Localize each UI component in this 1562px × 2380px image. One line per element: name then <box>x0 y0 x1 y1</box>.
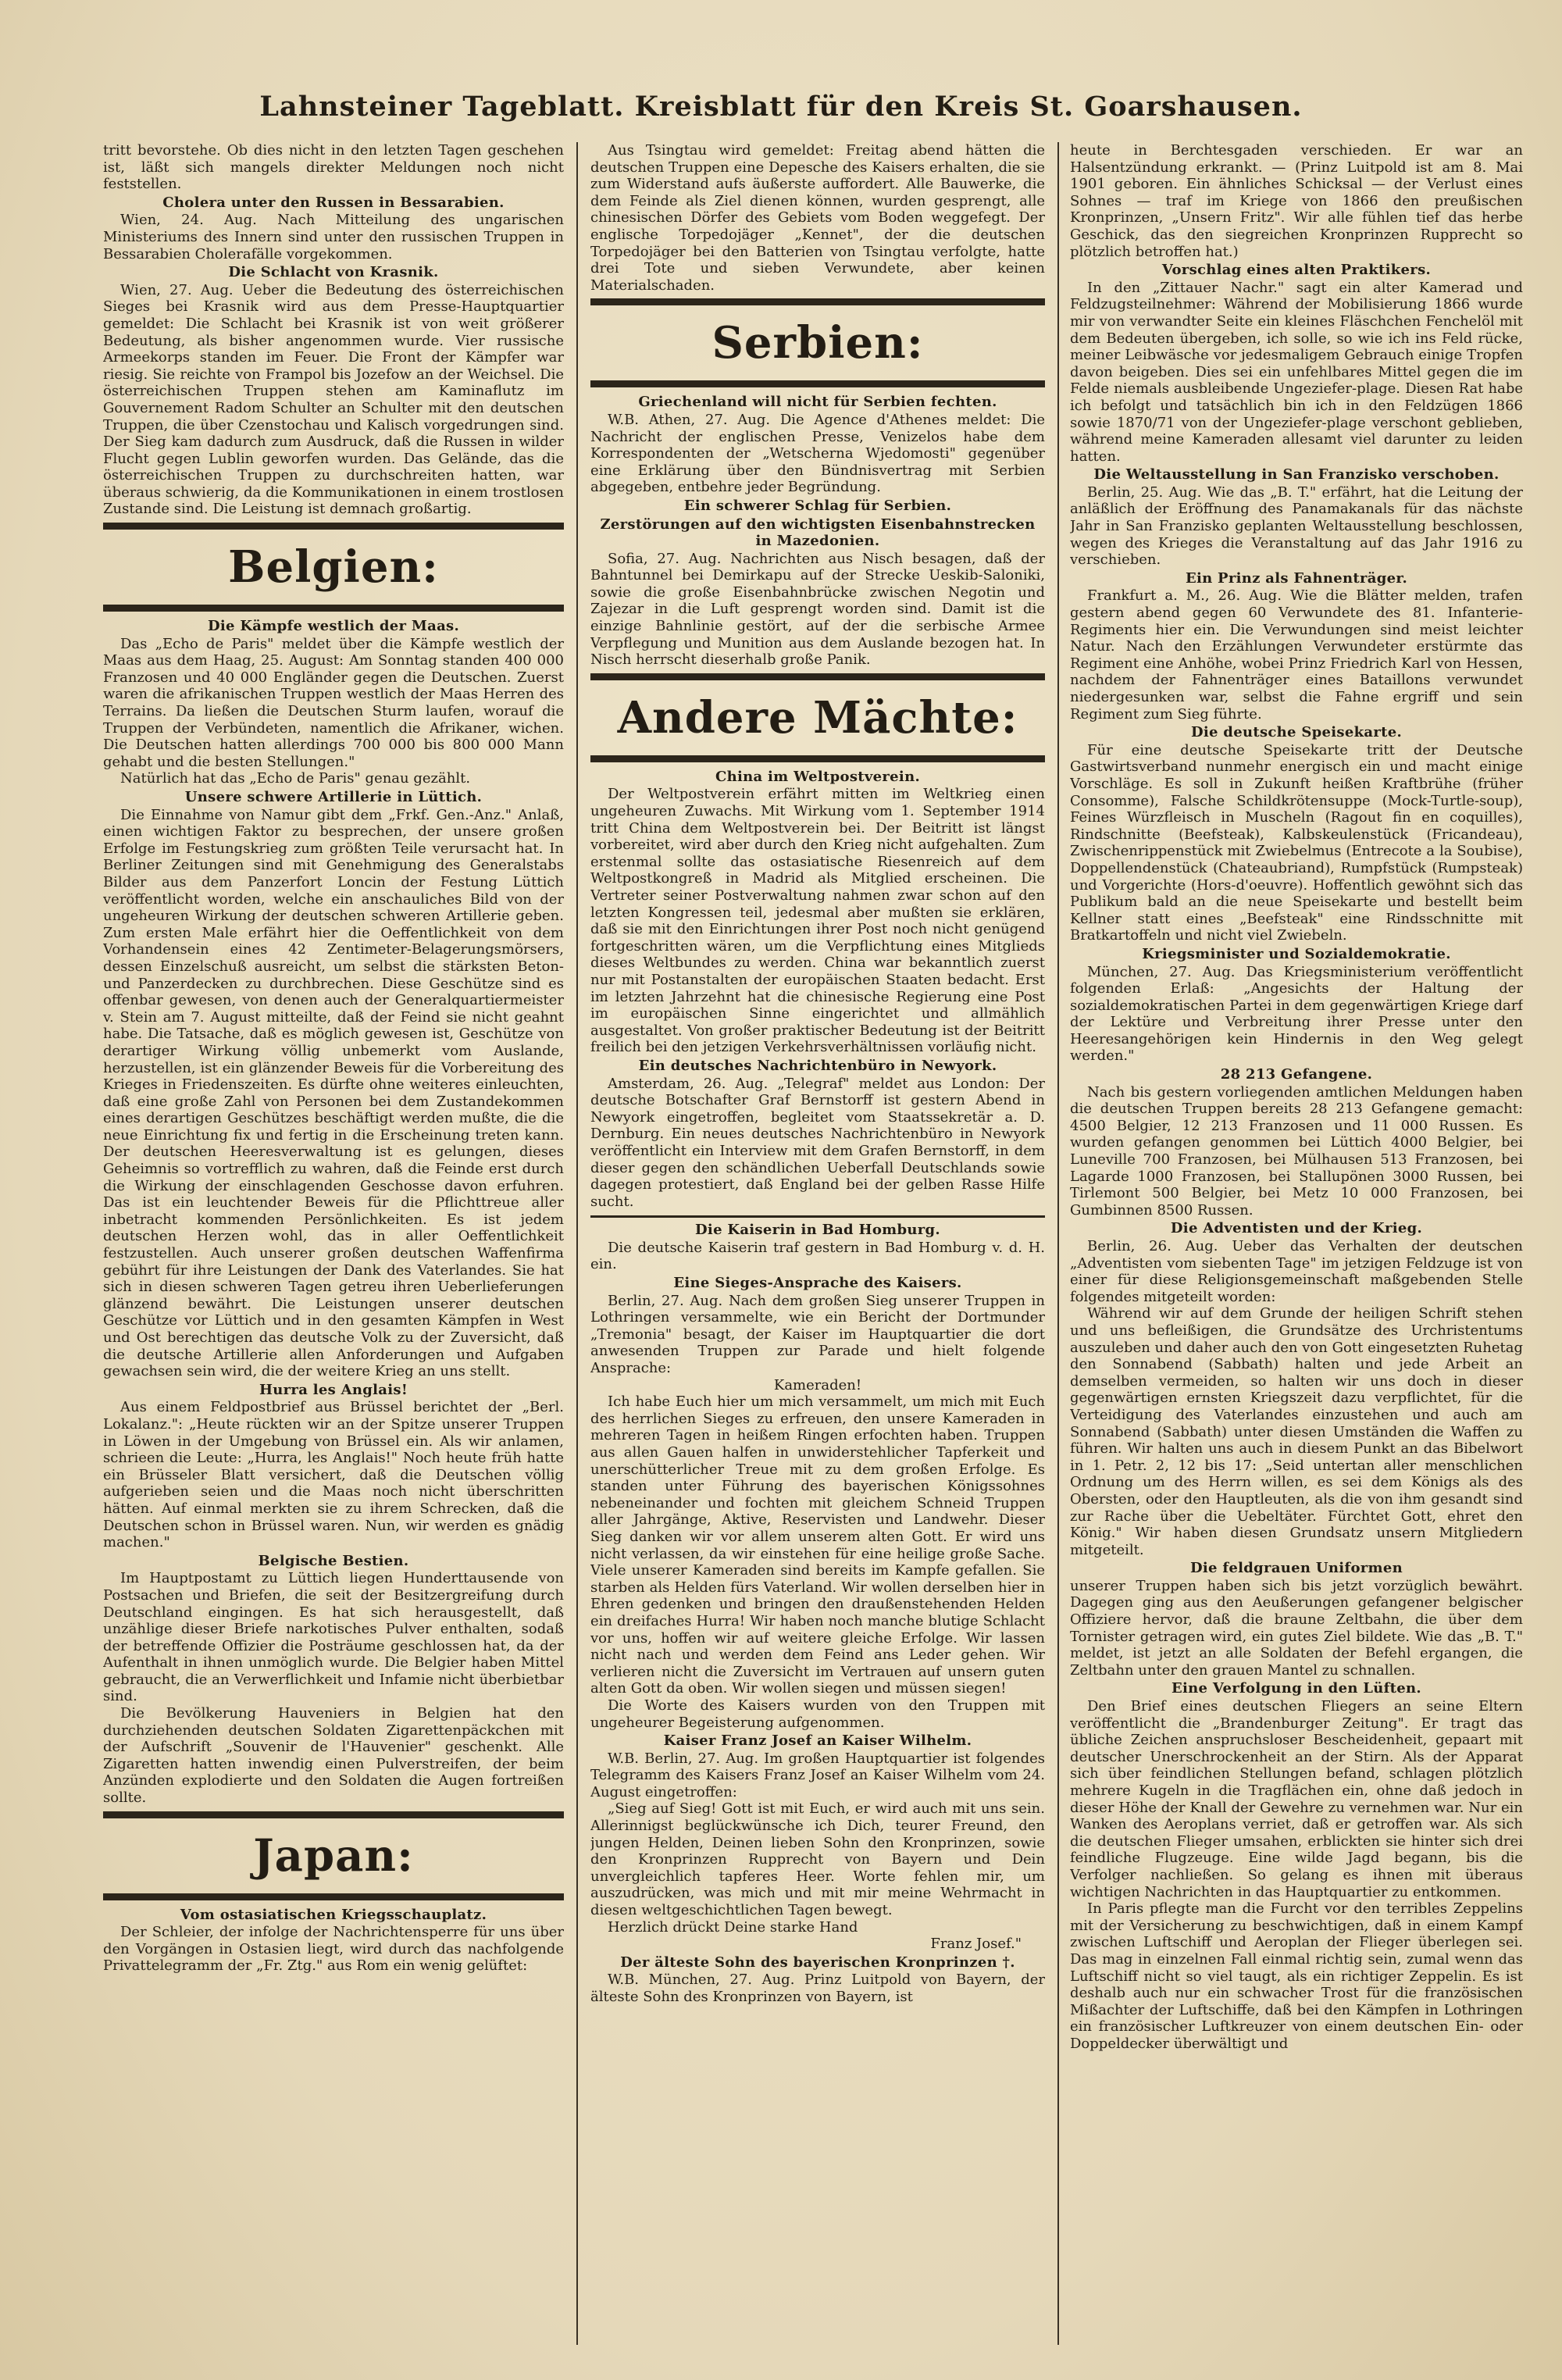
article-text: Die deutsche Kaiserin traf gestern in Bad Homburg v. d. H. ein. <box>590 1239 1045 1273</box>
article-headline: Cholera unter den Russen in Bessarabien. <box>162 194 505 211</box>
article-text: W.B. München, 27. Aug. Prinz Luitpold von Bayern, der älteste Sohn des Kronprinzen von Bayern, ist <box>590 1971 1045 2005</box>
article-headline: Die Kaiserin in Bad Homburg. <box>695 1222 940 1239</box>
article-headline: Ein deutsches Nachrichtenbüro in Newyork. <box>638 1057 997 1074</box>
article-headline: 28 213 Gefangene. <box>1220 1066 1373 1083</box>
article-headline: Die Weltausstellung in San Franzisko verschoben. <box>1093 466 1500 483</box>
article-text: Wien, 27. Aug. Ueber die Bedeutung des österreichischen Sieges bei Krasnik wird aus dem Presse-Hauptquartier gemeldet: Die Schlacht bei Krasnik ist von weit größerer Bedeutung, als bisher angenommen wurde. Vier russische Armeekorps standen im Feuer. Die Front der Kämpfer war riesig. Sie reichte von Frampol bis Jozefow an der Weichsel. Die österreichischen Truppen stehen am Kaminaflutz im Gouvernement Radom Schulter an Schulter mit den deutschen Truppen, die über Czenstochau und Kalisch vorgedrungen sind. Der Sieg kam dadurch zum Ausdruck, daß die Russen in wilder Flucht gegen Lublin geworfen wurden. Das Gelände, das die österreichischen Truppen zu durchschreiten hatten, war überaus schwierig, da die Kommunikationen in einem trostlosen Zustande sind. Die Leistung ist demnach großartig. <box>103 281 564 518</box>
article-text: München, 27. Aug. Das Kriegsministerium veröffentlicht folgenden Erlaß: „Angesichts der Haltung der sozialdemokratischen Partei in dem gegenwärtigen Kriege darf der Lektüre und Verbreitung ihrer Presse unter den Heeresangehörigen kein Hindernis in den Weg gelegt werden." <box>1070 963 1523 1065</box>
article-text: „Sieg auf Sieg! Gott ist mit Euch, er wird auch mit uns sein. Allerinnigst beglückwünsche ich Dich, teurer Freund, den jungen Helden, Deinen lieben Sohn den Kronprinzen, sowie den Kronprinzen Rupprecht von Bayern und Dein unvergleichlich tapferes Heer. Worte fehlen mir, um auszudrücken, was mich und mit mir meine Wehrmacht in diesen weltgeschichtlichen Tagen bewegt. <box>590 1800 1045 1919</box>
section-title: Serbien: <box>711 317 924 369</box>
article-text: In den „Zittauer Nachr." sagt ein alter Kamerad und Feldzugsteilnehmer: Während der Mobilisierung 1866 wurde mir von verwandter Seite ein kleines Fläschchen Fenchelöl mit dem Bedeuten übergeben, ich solle, so wie ich ins Feld rücke, meiner Leibwäsche vor jedesmaligem Gebrauch einige Tropfen davon beigeben. Dies sei ein unfehlbares Mittel gegen die im Felde niemals ausbleibende Ungeziefer-plage. Diesen Rat habe ich befolgt und tatsächlich bin ich in den Feldzügen 1866 sowie 1870/71 von der Ungeziefer-plage verschont geblieben, während meine Kameraden allesamt viel darunter zu leiden hatten. <box>1070 279 1523 465</box>
section-title: Andere Mächte: <box>617 691 1018 744</box>
article-text: Sofia, 27. Aug. Nachrichten aus Nisch besagen, daß der Bahntunnel bei Demirkapu auf der Strecke Ueskib-Saloniki, sowie die große Eisenbahnbrücke zwischen Negotin und Zajezar in die Luft gesprengt worden sind. Damit ist die einzige Bahnlinie gestört, auf der die serbische Armee Verpflegung und Munition aus dem Auslande bezogen hat. In Nisch herrscht dieserhalb große Panik. <box>590 550 1045 669</box>
article-headline: Die feldgrauen Uniformen <box>1189 1560 1403 1577</box>
article-text: Der Weltpostverein erfährt mitten im Weltkrieg einen ungeheuren Zuwachs. Mit Wirkung vom 1. September 1914 tritt China dem Weltpostverein bei. Der Beitritt ist längst vorbereitet, wird aber durch den Krieg nicht aufgehalten. Zum erstenmal sollte das ostasiatische Riesenreich auf dem Weltpostkongreß in Madrid als Mitglied erscheinen. Die Vertreter seiner Postverwaltung nahmen zwar schon auf den letzten Kongressen teil, jedesmal aber mußten sie erklären, daß sie mit den Einrichtungen ihrer Post noch nicht genügend fortgeschritten wären, um die Verpflichtung eines Mitglieds dieses Weltbundes zu werden. China war bekanntlich zuerst nur mit Postanstalten der europäischen Staaten bedacht. Erst im letzten Jahrzehnt hat die chinesische Regierung eine Post im europäischen Sinne eingerichtet und allmählich ausgestaltet. Von großer praktischer Bedeutung ist der Beitritt freilich bei den jetzigen Verkehrsverhältnissen vorläufig nicht. <box>590 786 1045 1056</box>
article-text: Frankfurt a. M., 26. Aug. Wie die Blätter melden, trafen gestern abend gegen 60 Verwundete des 81. Infanterie-Regiments hier ein. Die Verwundungen sind meist leichter Natur. Nach den Erzählungen Verwundeter erstürmte das Regiment eine Anhöhe, wobei Prinz Friedrich Karl von Hessen, nachdem der Fahnenträger eines Bataillons verwundet niedergesunken war, selbst die Fahne ergriff und sein Regiment zum Sieg führte. <box>1070 587 1523 723</box>
article-text: Die Worte des Kaisers wurden von den Truppen mit ungeheurer Begeisterung aufgenommen. <box>590 1697 1045 1731</box>
article-headline: Ein schwerer Schlag für Serbien. <box>683 497 952 514</box>
article-text: Für eine deutsche Speisekarte tritt der Deutsche Gastwirtsverband nunmehr energisch ein und macht einige Vorschläge. Es soll in Zukunft heißen Kraftbrühe (früher Consomme), Falsche Schildkrötensuppe (Mock-Turtle-soup), Feines Würzfleisch in Muscheln (Ragout fin en coquilles), Rindschnitte (Beefsteak), Kalbskeulenstück (Fricandeau), Zwischenrippenstück mit Zwiebelmus (Entrecote a la Soubise), Doppellendenstück (Chateaubriand), Rumpfstück (Rumpsteak) und Vorgerichte (Hors-d'oeuvre). Hoffentlich gewöhnt sich das Publikum bald an die neue Speisekarte und bestellt beim Kellner statt eines „Beefsteak" eine Rindsschnitte mit Bratkartoffeln und nicht viel Zwiebeln. <box>1070 741 1523 944</box>
rule <box>103 523 564 530</box>
article-text: Amsterdam, 26. Aug. „Telegraf" meldet aus London: Der deutsche Botschafter Graf Bernstorff ist gestern Abend in Newyork eingetroffen, begleitet vom Staatssekretär a. D. Dernburg. Ein neues deutsches Nachrichtenbüro in Newyork veröffentlicht ein Interview mit dem Grafen Bernstorff, in dem dieser gegen den schändlichen Ueberfall Deutschlands sowie dagegen protestiert, daß England bei der gelben Rasse Hilfe sucht. <box>590 1075 1045 1210</box>
article-headline: Vorschlag eines alten Praktikers. <box>1161 262 1432 279</box>
rule <box>103 1811 564 1818</box>
article-text: In Paris pflegte man die Furcht vor den terribles Zeppelins mit der Versicherung zu beschwichtigen, daß in einem Kampf zwischen Luftschiff und Aeroplan der Flieger überlegen sei. Das mag in einzelnen Fall einmal richtig sein, zumal wenn das Luftschiff nicht so viel taugt, als ein richtiger Zeppelin. Es ist deshalb auch nur ein schwacher Trost für die französischen Mißachter der Luftschiffe, daß bei den Kämpfen in Lothringen ein französischer Luftkreuzer von einem deutschen Ein- oder Doppeldecker überwältigt und <box>1070 1900 1523 2052</box>
article-headline: Eine Verfolgung in den Lüften. <box>1171 1680 1421 1697</box>
article-text: Wien, 24. Aug. Nach Mitteilung des ungarischen Ministeriums des Innern sind unter den russischen Truppen in Bessarabien Cholerafälle vorgekommen. <box>103 212 564 262</box>
article-text: Kameraden! <box>773 1376 862 1393</box>
article-headline: Hurra les Anglais! <box>259 1381 408 1398</box>
article-text: Berlin, 26. Aug. Ueber das Verhalten der deutschen „Adventisten vom siebenten Tage" im jetzigen Feldzuge ist von einer für diese Religionsgemeinschaft maßgebenden Stelle folgendes mitgeteilt worden: <box>1070 1238 1523 1305</box>
article-text: Natürlich hat das „Echo de Paris" genau gezählt. <box>120 770 471 787</box>
article-text: tritt bevorstehe. Ob dies nicht in den letzten Tagen geschehen ist, läßt sich mangels direkter Meldungen noch nicht feststellen. <box>103 142 564 193</box>
article-headline: Zerstörungen auf den wichtigsten Eisenbahnstrecken in Mazedonien. <box>600 516 1036 550</box>
article-headline: Griechenland will nicht für Serbien fechten. <box>638 394 997 411</box>
article-text: Berlin, 27. Aug. Nach dem großen Sieg unserer Truppen in Lothringen versammelte, wie ein Bericht der Dortmunder „Tremonia" besagt, der Kaiser im Hauptquartier die dort anwesenden Truppen zur Parade und hielt folgende Ansprache: <box>590 1292 1045 1377</box>
rule <box>590 380 1045 387</box>
masthead: Lahnsteiner Tageblatt. Kreisblatt für den Kreis St. Goarshausen. <box>259 91 1303 123</box>
article-headline: Eine Sieges-Ansprache des Kaisers. <box>673 1275 962 1292</box>
article-text: Im Hauptpostamt zu Lüttich liegen Hunderttausende von Postsachen und Briefen, die seit der Besitzergreifung durch Deutschland eingingen. Es hat sich herausgestellt, daß unzählige dieser Briefe narkotisches Pulver enthalten, sodaß der betreffende Offizier die Posträume geschlossen hat, da der Aufenthalt in ihnen unmöglich wurde. Die Belgier haben Mittel gebraucht, die an Verwerflichkeit und Infamie nicht überbietbar sind. <box>103 1570 564 1705</box>
article-headline: China im Weltpostverein. <box>715 768 921 785</box>
article-text: unserer Truppen haben sich bis jetzt vorzüglich bewährt. Dagegen ging aus den Aeußerungen gefangener belgischer Offiziere hervor, daß die braune Zeltbahn, die über dem Tornister getragen wird, ein gutes Ziel bildete. Wie das „B. T." meldet, ist jetzt an alle Soldaten der Befehl ergangen, die Zeltbahn unter den grauen Mantel zu schnallen. <box>1070 1577 1523 1679</box>
article-headline: Unsere schwere Artillerie in Lüttich. <box>184 789 483 805</box>
article-text: W.B. Berlin, 27. Aug. Im großen Hauptquartier ist folgendes Telegramm des Kaisers Franz Josef an Kaiser Wilhelm vom 24. August eingetroffen: <box>590 1750 1045 1800</box>
column-2 <box>590 142 1045 2345</box>
article-text: Nach bis gestern vorliegenden amtlichen Meldungen haben die deutschen Truppen bereits 28 213 Gefangene gemacht: 4500 Belgier, 12 213 Franzosen und 11 000 Russen. Es wurden gefangen genommen bei Lüttich 4000 Belgier, bei Luneville 700 Franzosen, bei Mülhausen 513 Franzosen, bei Lagarde 1000 Franzosen, bei Stallupönen 3000 Russen, bei Tirlemont 500 Belgier, bei Metz 10 000 Franzosen, bei Gumbinnen 8500 Russen. <box>1070 1083 1523 1219</box>
column-divider <box>576 142 578 2345</box>
article-text: Berlin, 25. Aug. Wie das „B. T." erfährt, hat die Leitung der anläßlich der Eröffnung des Panamakanals für das nächste Jahr in San Franzisko geplanten Weltausstellung beschlossen, wegen des Krieges die Veranstaltung auf das Jahr 1916 zu verschieben. <box>1070 483 1523 569</box>
column-3 <box>1070 142 1523 2345</box>
article-text: Die Einnahme von Namur gibt dem „Frkf. Gen.-Anz." Anlaß, einen wichtigen Faktor zu besprechen, der unsere großen Erfolge im Festungskrieg zum größten Teile verursacht hat. In Berliner Zeitungen sind mit Genehmigung des Generalstabs Bilder aus dem Panzerfort Loncin der Festung Lüttich veröffentlicht worden, welche ein anschauliches Bild von der ungeheuren Wirkung der deutschen schweren Artillerie geben. Zum ersten Male erfährt hier die Oeffentlichkeit von dem Vorhandensein eines 42 Zentimeter-Belagerungsmörsers, dessen Einzelschuß ausreicht, um selbst die stärksten Beton- und Panzerdecken zu durchbrechen. Diese Geschütze sind es offenbar gewesen, von denen auch der Generalquartiermeister v. Stein am 7. August mitteilte, daß der Feind sie nicht geahnt habe. Die Tatsache, daß es möglich gewesen ist, Geschütze von derartiger Wirkung völlig unbemerkt vom Auslande, herzustellen, ist ein glänzender Beweis für die Vorbereitung des Krieges in Friedenszeiten. Es dürfte ohne weiteres einleuchten, daß eine große Zahl von Personen bei dem Zustandekommen eines derartigen Geschützes beschäftigt werden mußte, die die neue Einrichtung fix und fertig in die Erscheinung treten kann. Der deutschen Heeresverwaltung ist es gelungen, dieses Geheimnis so vortrefflich zu wahren, daß die Feinde erst durch die Wirkung der einschlagenden Geschosse davon erfuhren. Das ist ein leuchtender Beweis für die Pflichttreue aller inbetracht kommenden Persönlichkeiten. Es ist jedem deutschen Herzen wohl, das in aller Oeffentlichkeit festzustellen. Auch unserer großen deutschen Waffenfirma gebührt für ihre Leistungen der Dank des Vaterlandes. Sie hat sich in diesen schweren Tagen getreu ihren Ueberlieferungen glänzend bewährt. Die Leistungen unserer deutschen Geschütze vor Lüttich und in den gesamten Kämpfen in West und Ost berechtigen das deutsche Volk zu der Zuversicht, daß die deutsche Artillerie allen Anforderungen und Aufgaben gewachsen sein wird, die der weitere Krieg an uns stellt. <box>103 806 564 1380</box>
article-headline: Kaiser Franz Josef an Kaiser Wilhelm. <box>663 1732 972 1750</box>
rule <box>590 755 1045 762</box>
article-text: heute in Berchtesgaden verschieden. Er war an Halsentzündung erkrankt. — (Prinz Luitpold ist am 8. Mai 1901 geboren. Ein ähnliches Schicksal — der Verlust eines Sohnes — traf im Kriege von 1866 den preußischen Kronprinzen, „Unsern Fritz". Wir alle fühlen tief das herbe Geschick, das den siegreichen Kronprinzen Rupprecht so plötzlich betroffen hat.) <box>1070 142 1523 260</box>
article-text: Herzlich drückt Deine starke Hand <box>608 1918 858 1936</box>
section-header-serbien <box>590 298 1045 387</box>
column-1 <box>103 142 564 2345</box>
article-text: W.B. Athen, 27. Aug. Die Agence d'Athenes meldet: Die Nachricht der englischen Presse, Venizelos habe dem Korrespondenten der „Wetscherna Wjedomosti" gegenüber eine Erklärung über den Bündnisvertrag mit Serbien abgegeben, entbehre jeder Begründung. <box>590 411 1045 496</box>
column-divider <box>1057 142 1059 2345</box>
article-headline: Belgische Bestien. <box>258 1552 409 1569</box>
signature: Franz Josef." <box>930 1936 1022 1953</box>
article-headline: Vom ostasiatischen Kriegsschauplatz. <box>180 1906 487 1923</box>
rule <box>590 1215 1045 1218</box>
article-text: Aus einem Feldpostbrief aus Brüssel berichtet der „Berl. Lokalanz.": „Heute rückten wir an der Spitze unserer Truppen in Löwen in der Umgebung von Brüssel ein. Als wir anlamen, schrieen die Leute: „Hurra, les Anglais!" Noch heute früh hatte ein Brüsseler Blatt versichert, daß die Deutschen völlig aufgerieben seien und die Maas noch nicht überschritten hätten. Auf einmal merkten sie zu ihrem Schrecken, daß die Deutschen schon in Brüssel waren. Nun, wir werden es gnädig machen." <box>103 1399 564 1551</box>
article-headline: Die Schlacht von Krasnik. <box>228 264 439 281</box>
rule <box>590 298 1045 305</box>
article-text: Die Bevölkerung Hauveniers in Belgien hat den durchziehenden deutschen Soldaten Zigarettenpäckchen mit der Aufschrift „Souvenir de l'Hauvenier" geschenkt. Alle Zigaretten hatten inwendig einen Pulverstreifen, der beim Anzünden explodierte und den Soldaten die Augen fortreißen sollte. <box>103 1705 564 1807</box>
article-headline: Der älteste Sohn des bayerischen Kronprinzen †. <box>620 1954 1015 1971</box>
rule <box>590 673 1045 680</box>
rule <box>103 1893 564 1900</box>
article-headline: Ein Prinz als Fahnenträger. <box>1185 569 1408 587</box>
article-headline: Kriegsminister und Sozialdemokratie. <box>1142 945 1451 962</box>
section-header-andere-maechte <box>590 673 1045 762</box>
article-text: Den Brief eines deutschen Fliegers an seine Eltern veröffentlicht die „Brandenburger Zeitung". Er tragt das übliche Zeichen anspruchsloser Bescheidenheit, gepaart mit deutscher Unerschrockenheit an der Stirn. Als der Apparat sich über feindlichen Stellungen befand, schlagen plötzlich mehrere Kugeln in die Tragflächen ein, ohne daß jedoch in dieser Höhe der Knall der Gewehre zu vernehmen war. Nur ein Wanken des Aeroplans verriet, daß er getroffen war. Als sich die deutschen Flieger umsahen, erblickten sie hinter sich drei feindliche Flugzeuge. Eine wilde Jagd begann, bis die Verfolger nachließen. So gelang es ihnen mit überaus wichtigen Nachrichten in das Hauptquartier zu entkommen. <box>1070 1698 1523 1900</box>
section-header-japan <box>103 1811 564 1900</box>
article-text: Das „Echo de Paris" meldet über die Kämpfe westlich der Maas aus dem Haag, 25. August: Am Sonntag standen 400 000 Franzosen und 40 000 Engländer gegen die Deutschen. Zuerst waren die afrikanischen Truppen westlich der Maas Herren des Terrains. Da ließen die Deutschen Sturm laufen, worauf die Truppen der Verbündeten, namentlich die Afrikaner, wichen. Die Deutschen hatten allerdings 700 000 bis 800 000 Mann gehabt und die besten Stellungen." <box>103 635 564 770</box>
article-headline: Die Adventisten und der Krieg. <box>1170 1220 1423 1237</box>
section-title: Belgien: <box>228 541 439 594</box>
article-text: Ich habe Euch hier um mich versammelt, um mich mit Euch des herrlichen Sieges zu erfreuen, den unsere Kameraden in mehreren Tagen in heißem Ringen erfochten haben. Truppen aus allen Gauen halfen in unwiderstehlicher Tapferkeit und unerschütterlicher Treue mit zu dem großen Erfolge. Es standen unter Führung des bayerischen Königssohnes nebeneinander und fochten mit gleichem Schneid Truppen aller Jahrgänge, Aktive, Reservisten und Landwehr. Dieser Sieg danken wir vor allem unserem alten Gott. Er wird uns nicht verlassen, da wir einstehen für eine heilige große Sache. Viele unserer Kameraden sind bereits im Kampfe gefallen. Sie starben als Helden fürs Vaterland. Wir wollen derselben hier in Ehren gedenken und bringen den draußenstehenden Helden ein dreifaches Hurra! Wir haben noch manche blutige Schlacht vor uns, hoffen wir auf weitere gleiche Erfolge. Wir lassen nicht nach und werden dem Feind ans Leder gehen. Wir verlieren nicht die Zuversicht im Vertrauen auf unsern guten alten Gott da oben. Wir wollen siegen und müssen siegen! <box>590 1393 1045 1697</box>
article-headline: Die deutsche Speisekarte. <box>1190 724 1403 741</box>
rule <box>103 605 564 612</box>
article-text: Der Schleier, der infolge der Nachrichtensperre für uns über den Vorgängen in Ostasien liegt, wird durch das nachfolgende Privattelegramm der „Fr. Ztg." aus Rom ein wenig gelüftet: <box>103 1924 564 1975</box>
section-header-belgien <box>103 523 564 612</box>
article-headline: Die Kämpfe westlich der Maas. <box>207 618 460 635</box>
section-title: Japan: <box>253 1829 414 1882</box>
article-text: Aus Tsingtau wird gemeldet: Freitag abend hätten die deutschen Truppen eine Depesche des Kaisers erhalten, die sie zum Widerstand aufs äußerste auffordert. Alle Bauwerke, die dem Feinde als Ziel dienen können, wurden gesprengt, alle chinesischen Dörfer des Gebiets vom Boden weggefegt. Der englische Torpedojäger „Kennet", der die deutschen Torpedojäger bei den Batterien von Tsingtau verfolgte, hatte drei Tote und sieben Verwundete, aber keinen Materialschaden. <box>590 142 1045 294</box>
article-text: Während wir auf dem Grunde der heiligen Schrift stehen und uns befleißigen, die Grundsätze des Urchristentums auszuleben und daher auch den von Gott eingesetzten Ruhetag den Sonnabend (Sabbath) halten und jede Arbeit an demselben vermeiden, so halten wir uns doch in dieser gegenwärtigen ernsten Kriegszeit dazu verpflichtet, für die Verteidigung des Vaterlandes einzustehen und auch am Sonnabend (Sabbath) unter diesen Umständen die Waffen zu führen. Wir halten uns auch in diesem Punkt an das Bibelwort in 1. Petr. 2, 12 bis 17: „Seid untertan aller menschlichen Ordnung um des Herrn willen, es sei dem Königs als des Obersten, oder den Hauptleuten, als die von ihm gesandt sind zur Rache über die Uebeltäter. Fürchtet Gott, ehret den König." Wir haben diesen Grundsatz unsern Mitgliedern mitgeteilt. <box>1070 1305 1523 1558</box>
